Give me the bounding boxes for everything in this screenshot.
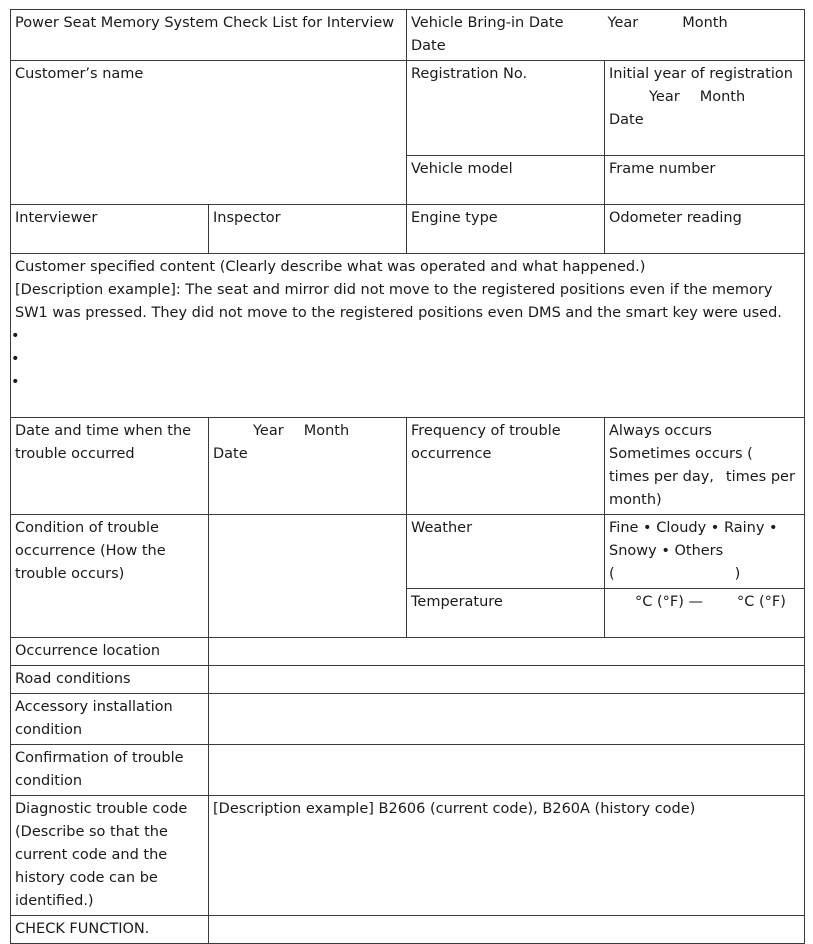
road-conditions-label: Road conditions [15, 671, 131, 687]
weather-cell[interactable] [605, 515, 805, 589]
initial-year-year-label: Year [649, 89, 680, 105]
frequency-label-cell [407, 418, 605, 515]
customer-content-label: Customer specified content (Clearly describe what was operated and what happened.) [15, 259, 646, 275]
year-label: Year [607, 15, 639, 31]
temp-end-unit: °C (°F) [737, 594, 786, 610]
condition-label-cell [11, 515, 209, 638]
bullet-3: • [11, 374, 20, 390]
occurrence-location-label: Occurrence location [15, 643, 161, 659]
customer-name-label: Customer’s name [15, 66, 144, 82]
frame-number-label: Frame number [609, 161, 716, 177]
inspector-label: Inspector [213, 210, 281, 226]
check-function-label-cell [11, 916, 209, 944]
confirmation-label-cell [11, 745, 209, 796]
times-per-day-label: times per day, [609, 469, 714, 485]
confirmation-cell[interactable] [209, 745, 805, 796]
dtc-label: Diagnostic trouble code (Describe so that the current code and the history code can be identified.) [15, 801, 188, 909]
road-conditions-label-cell [11, 666, 209, 694]
engine-type-label: Engine type [411, 210, 498, 226]
interviewer-cell[interactable] [11, 205, 209, 254]
frequency-cell[interactable] [605, 418, 805, 515]
occurrence-location-cell[interactable] [209, 638, 805, 666]
vehicle-model-cell[interactable] [407, 156, 605, 205]
check-function-cell[interactable] [209, 916, 805, 944]
registration-no-label: Registration No. [411, 66, 528, 82]
weather-label: Weather [411, 520, 473, 536]
trouble-month-label: Month [303, 423, 350, 439]
sometimes-occurs-option[interactable]: Sometimes occurs ( [609, 446, 753, 462]
confirmation-label: Confirmation of trouble condition [15, 750, 184, 789]
initial-year-date-label: Date [609, 112, 644, 128]
form-title-text: Power Seat Memory System Check List for Interview [15, 15, 395, 31]
customer-content-example: [Description example]: The seat and mirror did not move to the registered positions even if the memory SW1 was pressed. They did not move to the registered positions even DMS and the smart key were used. [15, 282, 782, 321]
initial-year-label: Initial year of registration [609, 66, 793, 82]
weather-label-cell [407, 515, 605, 589]
interviewer-label: Interviewer [15, 210, 98, 226]
bring-in-date-label: Vehicle Bring-in Date [411, 15, 564, 31]
temperature-cell[interactable] [605, 589, 805, 638]
check-list-table [10, 9, 805, 944]
road-conditions-cell[interactable] [209, 666, 805, 694]
bullet-2: • [11, 351, 20, 367]
temperature-label: Temperature [411, 594, 503, 610]
others-paren-open: ( [609, 566, 615, 582]
always-occurs-option[interactable]: Always occurs [609, 423, 712, 439]
weather-options[interactable]: Fine • Cloudy • Rainy • Snowy • Others [609, 520, 778, 559]
customer-name-cell[interactable] [11, 61, 407, 205]
temp-start-unit: °C (°F) — [635, 594, 703, 610]
form-title [11, 10, 407, 61]
frequency-label: Frequency of trouble occurrence [411, 423, 561, 462]
registration-no-cell[interactable] [407, 61, 605, 156]
month-label: Month [682, 15, 728, 31]
trouble-datetime-label: Date and time when the trouble occurred [15, 423, 192, 462]
bullet-1: • [11, 328, 20, 344]
others-paren-close: ) [734, 566, 741, 582]
date-label: Date [411, 38, 446, 54]
dtc-label-cell [11, 796, 209, 916]
vehicle-model-label: Vehicle model [411, 161, 513, 177]
odometer-cell[interactable] [605, 205, 805, 254]
temperature-label-cell [407, 589, 605, 638]
condition-cell[interactable] [209, 515, 407, 638]
accessory-label: Accessory installation condition [15, 699, 173, 738]
accessory-cell[interactable] [209, 694, 805, 745]
check-function-label: CHECK FUNCTION. [15, 921, 150, 937]
times-per-month-label: times per month) [609, 469, 795, 508]
engine-type-cell[interactable] [407, 205, 605, 254]
odometer-label: Odometer reading [609, 210, 742, 226]
accessory-label-cell [11, 694, 209, 745]
trouble-year-label: Year [253, 423, 284, 439]
trouble-date-label: Date [213, 446, 248, 462]
inspector-cell[interactable] [209, 205, 407, 254]
dtc-example: [Description example] B2606 (current code), B260A (history code) [213, 801, 696, 817]
customer-content-cell[interactable] [11, 254, 805, 418]
dtc-cell[interactable] [209, 796, 805, 916]
trouble-datetime-label-cell [11, 418, 209, 515]
initial-year-month-label: Month [699, 89, 746, 105]
occurrence-location-label-cell [11, 638, 209, 666]
bring-in-date-cell[interactable] [407, 10, 805, 61]
trouble-datetime-cell[interactable] [209, 418, 407, 515]
condition-label: Condition of trouble occurrence (How the trouble occurs) [15, 520, 166, 582]
initial-year-cell[interactable] [605, 61, 805, 156]
frame-number-cell[interactable] [605, 156, 805, 205]
